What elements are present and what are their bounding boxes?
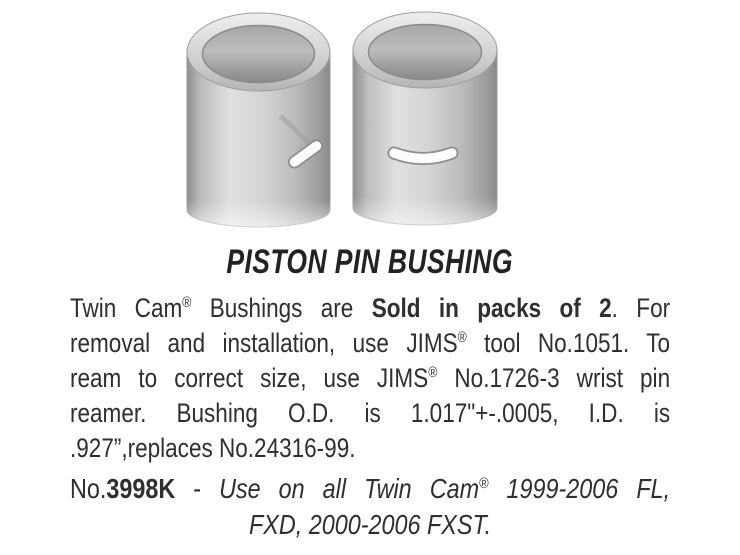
product-photo (170, 4, 582, 236)
bushing-right (351, 12, 499, 236)
pack-quantity-bold: Sold in packs of 2 (371, 293, 612, 323)
part-number-prefix: No. (70, 473, 107, 504)
fitment-note-line1: Use on all Twin Cam® 1999-2006 FL, (219, 473, 671, 504)
description-line-1 (70, 291, 670, 326)
page-title-text: PISTON PIN BUSHING (226, 243, 514, 281)
description-line-1-pre: Twin Cam® Bushings are (70, 293, 372, 323)
description-line-4: reamer. Bushing O.D. is 1.017"+-.0005, I.D. is (70, 398, 671, 428)
bushing-left (186, 13, 332, 236)
fitment-note-line2: FXD, 2000-2006 FXST. (248, 509, 492, 540)
page-title (70, 243, 670, 282)
description-line-2: removal and installation, use JIMS® tool No.1051. To (70, 328, 671, 358)
part-number-note (70, 471, 670, 543)
part-number-separator: - (175, 473, 220, 504)
description-line-1-post: . For (611, 293, 671, 323)
part-number-line (70, 471, 670, 507)
product-description (70, 291, 670, 466)
description-line-3: ream to correct size, use JIMS® No.1726-3 wrist pin (70, 363, 671, 393)
oil-slot-right (394, 153, 452, 159)
part-number: 3998K (106, 473, 176, 504)
description-line-5: .927”,replaces No.24316-99. (70, 433, 356, 463)
